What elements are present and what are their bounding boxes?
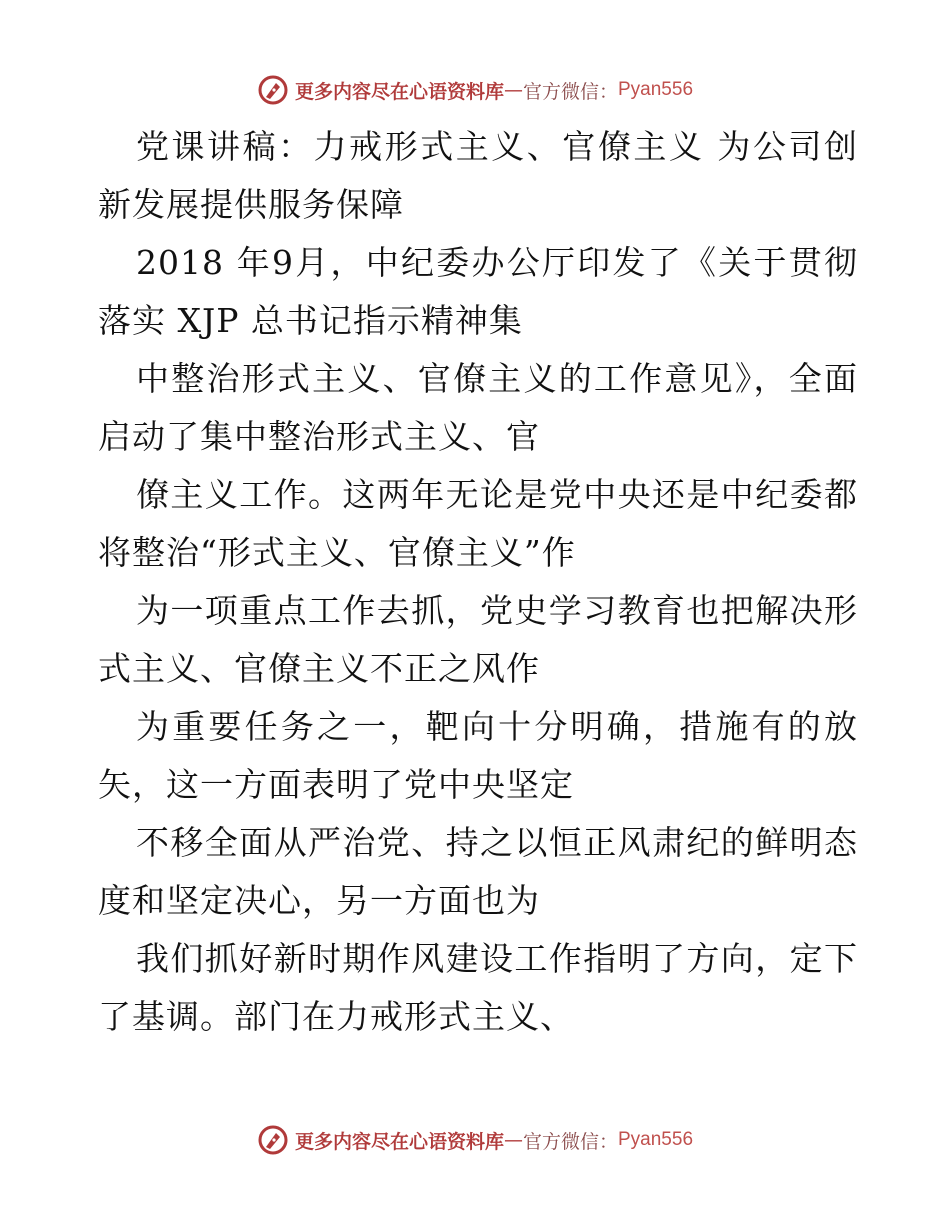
paragraph: 中整治形式主义、官僚主义的工作意见》，全面启动了集中整治形式主义、官: [98, 359, 858, 456]
paragraph: 为一项重点工作去抓，党史学习教育也把解决形式主义、官僚主义不正之风作: [98, 591, 858, 688]
watermark-dash: —: [503, 79, 523, 101]
footer-watermark: [0, 1120, 950, 1160]
document-body: [98, 118, 858, 1046]
watermark-dash: —: [503, 1129, 523, 1151]
paragraph: 2018 年9月，中纪委办公厅印发了《关于贯彻落实 XJP 总书记指示精神集: [98, 243, 858, 340]
watermark-wechat-id: Pyan556: [618, 1129, 694, 1150]
paragraph: 我们抓好新时期作风建设工作指明了方向，定下了基调。部门在力戒形式主义、: [98, 939, 858, 1036]
watermark-wechat-label: 官方微信：: [522, 1130, 618, 1153]
paragraph: 不移全面从严治党、持之以恒正风肃纪的鲜明态度和坚定决心，另一方面也为: [98, 823, 858, 920]
paragraph: 为重要任务之一，靶向十分明确，措施有的放矢，这一方面表明了党中央坚定: [98, 707, 858, 804]
header-watermark: [0, 70, 950, 110]
watermark-wechat-label: 官方微信：: [522, 80, 618, 103]
pen-nib-logo-icon: [257, 74, 289, 106]
watermark-library-text: 更多内容尽在心语资料库: [294, 1130, 504, 1153]
paragraph: 僚主义工作。这两年无论是党中央还是中纪委都将整治“形式主义、官僚主义”作: [98, 475, 858, 572]
watermark-library-text: 更多内容尽在心语资料库: [294, 80, 504, 103]
watermark-wechat-id: Pyan556: [618, 79, 694, 100]
pen-nib-logo-icon: [257, 1124, 289, 1156]
document-title: 党课讲稿：力戒形式主义、官僚主义 为公司创新发展提供服务保障: [98, 127, 858, 224]
